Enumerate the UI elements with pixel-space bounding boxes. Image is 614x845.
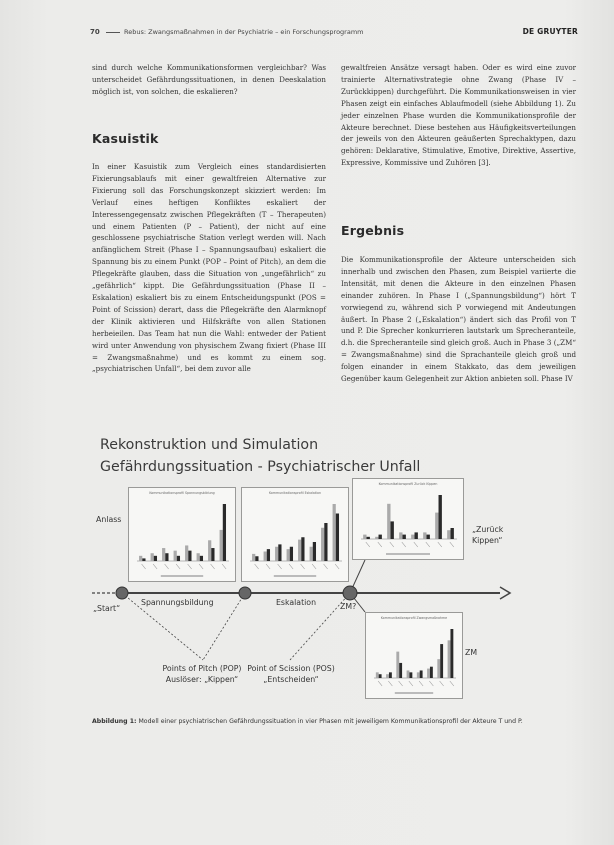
- chart-legend: [274, 575, 316, 577]
- chart-bar: [267, 549, 270, 561]
- chart-tick-label: [289, 564, 293, 569]
- chart-tick-label: [366, 542, 370, 547]
- chart-title-4: Kommunikationsprofil Zwangsmaßnahme: [380, 616, 448, 620]
- chart-tick-label: [188, 564, 192, 569]
- label-zm-question: ZM?: [340, 602, 357, 611]
- chart-bar: [321, 528, 324, 561]
- chart-bar: [287, 549, 290, 561]
- chart-title-3: Kommunikationsprofil Zurück Kippen: [378, 482, 438, 486]
- chart-bar: [255, 556, 258, 561]
- chart-bar: [379, 674, 382, 678]
- chart-bar: [336, 514, 339, 562]
- pop-node-icon: [239, 587, 251, 599]
- chart-bar: [313, 542, 316, 561]
- chart-bar: [437, 659, 440, 678]
- chart-tick-label: [301, 564, 305, 569]
- chart-tick-label: [438, 542, 442, 547]
- chart-tick-label: [278, 564, 282, 569]
- chart-bar: [427, 535, 430, 539]
- chart-bar: [430, 667, 433, 678]
- label-start: „Start“: [93, 604, 121, 613]
- chart-bar: [386, 674, 389, 678]
- chart-tick-label: [426, 542, 430, 547]
- caption-text: Modell einer psychiatrischen Gefährdungssituation in vier Phasen mit jeweiligem Kommunikationsprofil der Akteure T und P.: [138, 718, 523, 725]
- chart-tick-label: [165, 564, 169, 569]
- chart-panel-zwangsmassnahme: [365, 612, 463, 699]
- chart-bar: [211, 548, 214, 561]
- chart-bar: [427, 669, 430, 678]
- running-title: Rebus: Zwangsmaßnahmen in der Psychiatrie – ein Forschungsprogramm: [124, 28, 364, 36]
- chart-bars-3: [353, 479, 463, 559]
- timeline-arrow-icon: [500, 587, 510, 599]
- chart-title-2: Kommunikationsprofil Eskalation: [268, 491, 321, 495]
- right-body-paragraph: Die Kommunikationsprofile der Akteure unterscheiden sich innerhalb und zwischen den Phasen, zum Beispiel variierte die Intensität, mit denen die Akteure in den einzelnen Phasen einander zuhören. In Phase I („Spannungsbildung“) hört T vorwiegend zu, während sich P vorwiegend mit Andeutungen äußert. In Phase 2 („Eskalation“) ändert sich das Profil von T und P. Die Sprecher konkurrieren lautstark um Sprecheranteile, d.h. die Sprecheranteile sind gleich groß. Auch in Phase 3 („ZM“ = Zwangsmaßnahme) sind die Sprachanteile gleich groß und folgen einander in einem Stakkato, das dem jeweiligen Gegenüber kaum Gelegenheit zur Aktion anbieten soll. Phase IV: [341, 255, 576, 384]
- label-spannungsbildung: Spannungsbildung: [141, 598, 214, 607]
- chart-bar: [387, 504, 390, 539]
- chart-bar: [367, 537, 370, 539]
- chart-bar: [154, 556, 157, 561]
- chart-bar: [399, 663, 402, 678]
- chart-bar: [275, 547, 278, 561]
- chart-tick-label: [153, 564, 157, 569]
- chart-bar: [375, 537, 378, 539]
- chart-bar: [396, 652, 399, 678]
- chart-tick-label: [399, 681, 403, 686]
- chart-panel-zurueck-kippen: [352, 478, 464, 560]
- chart-bar: [403, 535, 406, 539]
- chart-bar: [162, 548, 165, 561]
- chart-bars-1: [129, 488, 235, 581]
- chart-bar: [278, 544, 281, 561]
- chart-tick-label: [440, 681, 444, 686]
- page-number: 70: [90, 28, 100, 36]
- left-intro-paragraph: sind durch welche Kommunikationsformen vergleichbar? Was unterscheidet Gefährdungssituationen, in denen Deeskalation möglich ist, von solchen, die eskalieren?: [92, 63, 326, 96]
- label-zurueck-kippen: „Zurück Kippen“: [472, 525, 504, 545]
- chart-bar: [399, 532, 402, 539]
- chart-bar: [174, 551, 177, 561]
- chart-bar: [151, 553, 154, 561]
- chart-title-1: Kommunikationsprofil Spannungsbildung: [149, 491, 215, 495]
- chart-bar: [440, 644, 443, 678]
- right-top-paragraph: gewaltfreien Ansätze versagt haben. Oder es wird eine zuvor trainierte Alternativstrategie ohne Zwang (Phase IV – Zurückkippen) durchgeführt. Die Kommunikationsweisen in vier Phasen zeigt ein einfaches Ablaufmodell (siehe Abbildung 1). Zu jeder einzelnen Phase wurden die Kommunikationsprofile der Akteure berechnet. Diese bestehen aus Häufigkeitsverteilungen der jeweils von den Akteuren geäußerten Sprechaktypen, dazu gehören: Deklarative, Stimulative, Emotive, Direktive, Assertive, Expressive, Kommissive und Zuhören [3].: [341, 63, 576, 168]
- chart-bar: [420, 670, 423, 678]
- chart-panel-eskalation: [241, 487, 349, 582]
- chart-bar: [252, 554, 255, 561]
- chart-bar: [188, 551, 191, 561]
- chart-bar: [411, 535, 414, 539]
- chart-bar: [363, 535, 366, 539]
- chart-bar: [450, 629, 453, 678]
- chart-bar: [310, 547, 313, 561]
- chart-bar: [139, 556, 142, 561]
- section-heading-ergebnis: Ergebnis: [341, 223, 405, 238]
- chart-bar: [391, 521, 394, 539]
- left-body-paragraph: In einer Kasuistik zum Vergleich eines standardisierten Fixierungsablaufs mit einer gewaltfreien Alternative zur Fixierung soll das Forschungskonzept skizziert werden: Im Verlauf eines heftigen Konfliktes eskaliert der Interessengegensatz zwischen Pflegekräften (T – Therapeuten) und einem Patienten (P – Patient), der nicht auf eine geschlossene psychiatrische Station verlegt werden will. Nach anfänglichem Streit (Phase I – Spannungsaufbau) eskaliert die Spannung bis zu einem Punkt (POP – Point of Pitch), an dem die Pflegekräfte glauben, dass die Situation von „ungefährlich“ zu „gefährlich“ kippt. Die Gefährdungssituation (Phase II – Eskalation) eskaliert bis zu einem Entscheidungspunkt (POS = Point of Scission) derart, dass die Pflegekräfte den Alarmknopf der Klinik aktivieren und Hilfskräfte von allen Stationen herbeieilen. Das Team hat nun die Wahl: entweder der Patient wird unter Anwendung von physischem Zwang fixiert (Phase III = Zwangsmaßnahme) und es kommt zu einem sog. „psychiatrischen Unfall“, bei dem zuvor alle: [92, 162, 326, 374]
- chart-bar: [376, 672, 379, 678]
- chart-bar: [379, 535, 382, 539]
- chart-tick-label: [211, 564, 215, 569]
- pos-node-icon: [343, 586, 357, 600]
- label-point-of-scission: Point of Scission (POS) „Entscheiden“: [247, 664, 335, 684]
- chart-bar: [220, 530, 223, 561]
- chart-tick-label: [199, 564, 203, 569]
- figure-title-line1: Rekonstruktion und Simulation: [100, 437, 319, 453]
- chart-tick-label: [429, 681, 433, 686]
- chart-tick-label: [450, 681, 454, 686]
- chart-tick-label: [388, 681, 392, 686]
- chart-bar: [439, 495, 442, 539]
- chart-tick-label: [414, 542, 418, 547]
- chart-legend: [161, 575, 203, 577]
- chart-bar: [223, 504, 226, 561]
- chart-tick-label: [390, 542, 394, 547]
- chart-bar: [142, 558, 145, 561]
- chart-tick-label: [409, 681, 413, 686]
- chart-legend: [386, 553, 430, 555]
- publisher-logo: DE GRUYTER: [522, 27, 578, 36]
- label-points-of-pitch: Points of Pitch (POP) Auslöser: „Kippen“: [162, 664, 242, 684]
- chart-bar: [389, 672, 392, 678]
- chart-bar: [208, 540, 211, 561]
- chart-tick-label: [378, 542, 382, 547]
- chart-legend: [395, 692, 433, 694]
- label-zm: ZM: [465, 648, 478, 657]
- chart-bar: [333, 504, 336, 561]
- chart-bar: [409, 672, 412, 678]
- section-heading-kasuistik: Kasuistik: [92, 131, 159, 146]
- chart-bar: [447, 530, 450, 539]
- chart-tick-label: [419, 681, 423, 686]
- label-anlass: Anlass: [96, 515, 122, 524]
- caption-label: Abbildung 1:: [92, 718, 137, 725]
- chart-bar: [423, 532, 426, 539]
- chart-tick-label: [142, 564, 146, 569]
- chart-bar: [435, 513, 438, 539]
- figure-title-line2: Gefährdungssituation - Psychiatrischer Unfall: [100, 459, 421, 475]
- chart-bar: [417, 672, 420, 678]
- chart-bar: [324, 523, 327, 561]
- chart-tick-label: [255, 564, 259, 569]
- chart-bar: [185, 545, 188, 561]
- chart-tick-label: [324, 564, 328, 569]
- label-eskalation: Eskalation: [276, 598, 317, 607]
- chart-bar: [290, 547, 293, 561]
- chart-bar: [415, 532, 418, 539]
- chart-tick-label: [402, 542, 406, 547]
- chart-bar: [451, 528, 454, 539]
- chart-bars-4: [366, 613, 462, 698]
- chart-bar: [298, 540, 301, 561]
- chart-tick-label: [335, 564, 339, 569]
- chart-bar: [177, 556, 180, 561]
- chart-bar: [264, 552, 267, 562]
- chart-bar: [448, 640, 451, 678]
- chart-bar: [301, 537, 304, 561]
- chart-bar: [407, 670, 410, 678]
- chart-bars-2: [242, 488, 348, 581]
- chart-bar: [165, 553, 168, 561]
- chart-tick-label: [222, 564, 226, 569]
- chart-bar: [200, 556, 203, 561]
- chart-tick-label: [312, 564, 316, 569]
- chart-tick-label: [450, 542, 454, 547]
- start-node-icon: [116, 587, 128, 599]
- chart-bar: [197, 553, 200, 561]
- chart-tick-label: [378, 681, 382, 686]
- chart-tick-label: [176, 564, 180, 569]
- chart-panel-spannungsbildung: [128, 487, 236, 582]
- figure-caption: [92, 718, 572, 725]
- chart-tick-label: [266, 564, 270, 569]
